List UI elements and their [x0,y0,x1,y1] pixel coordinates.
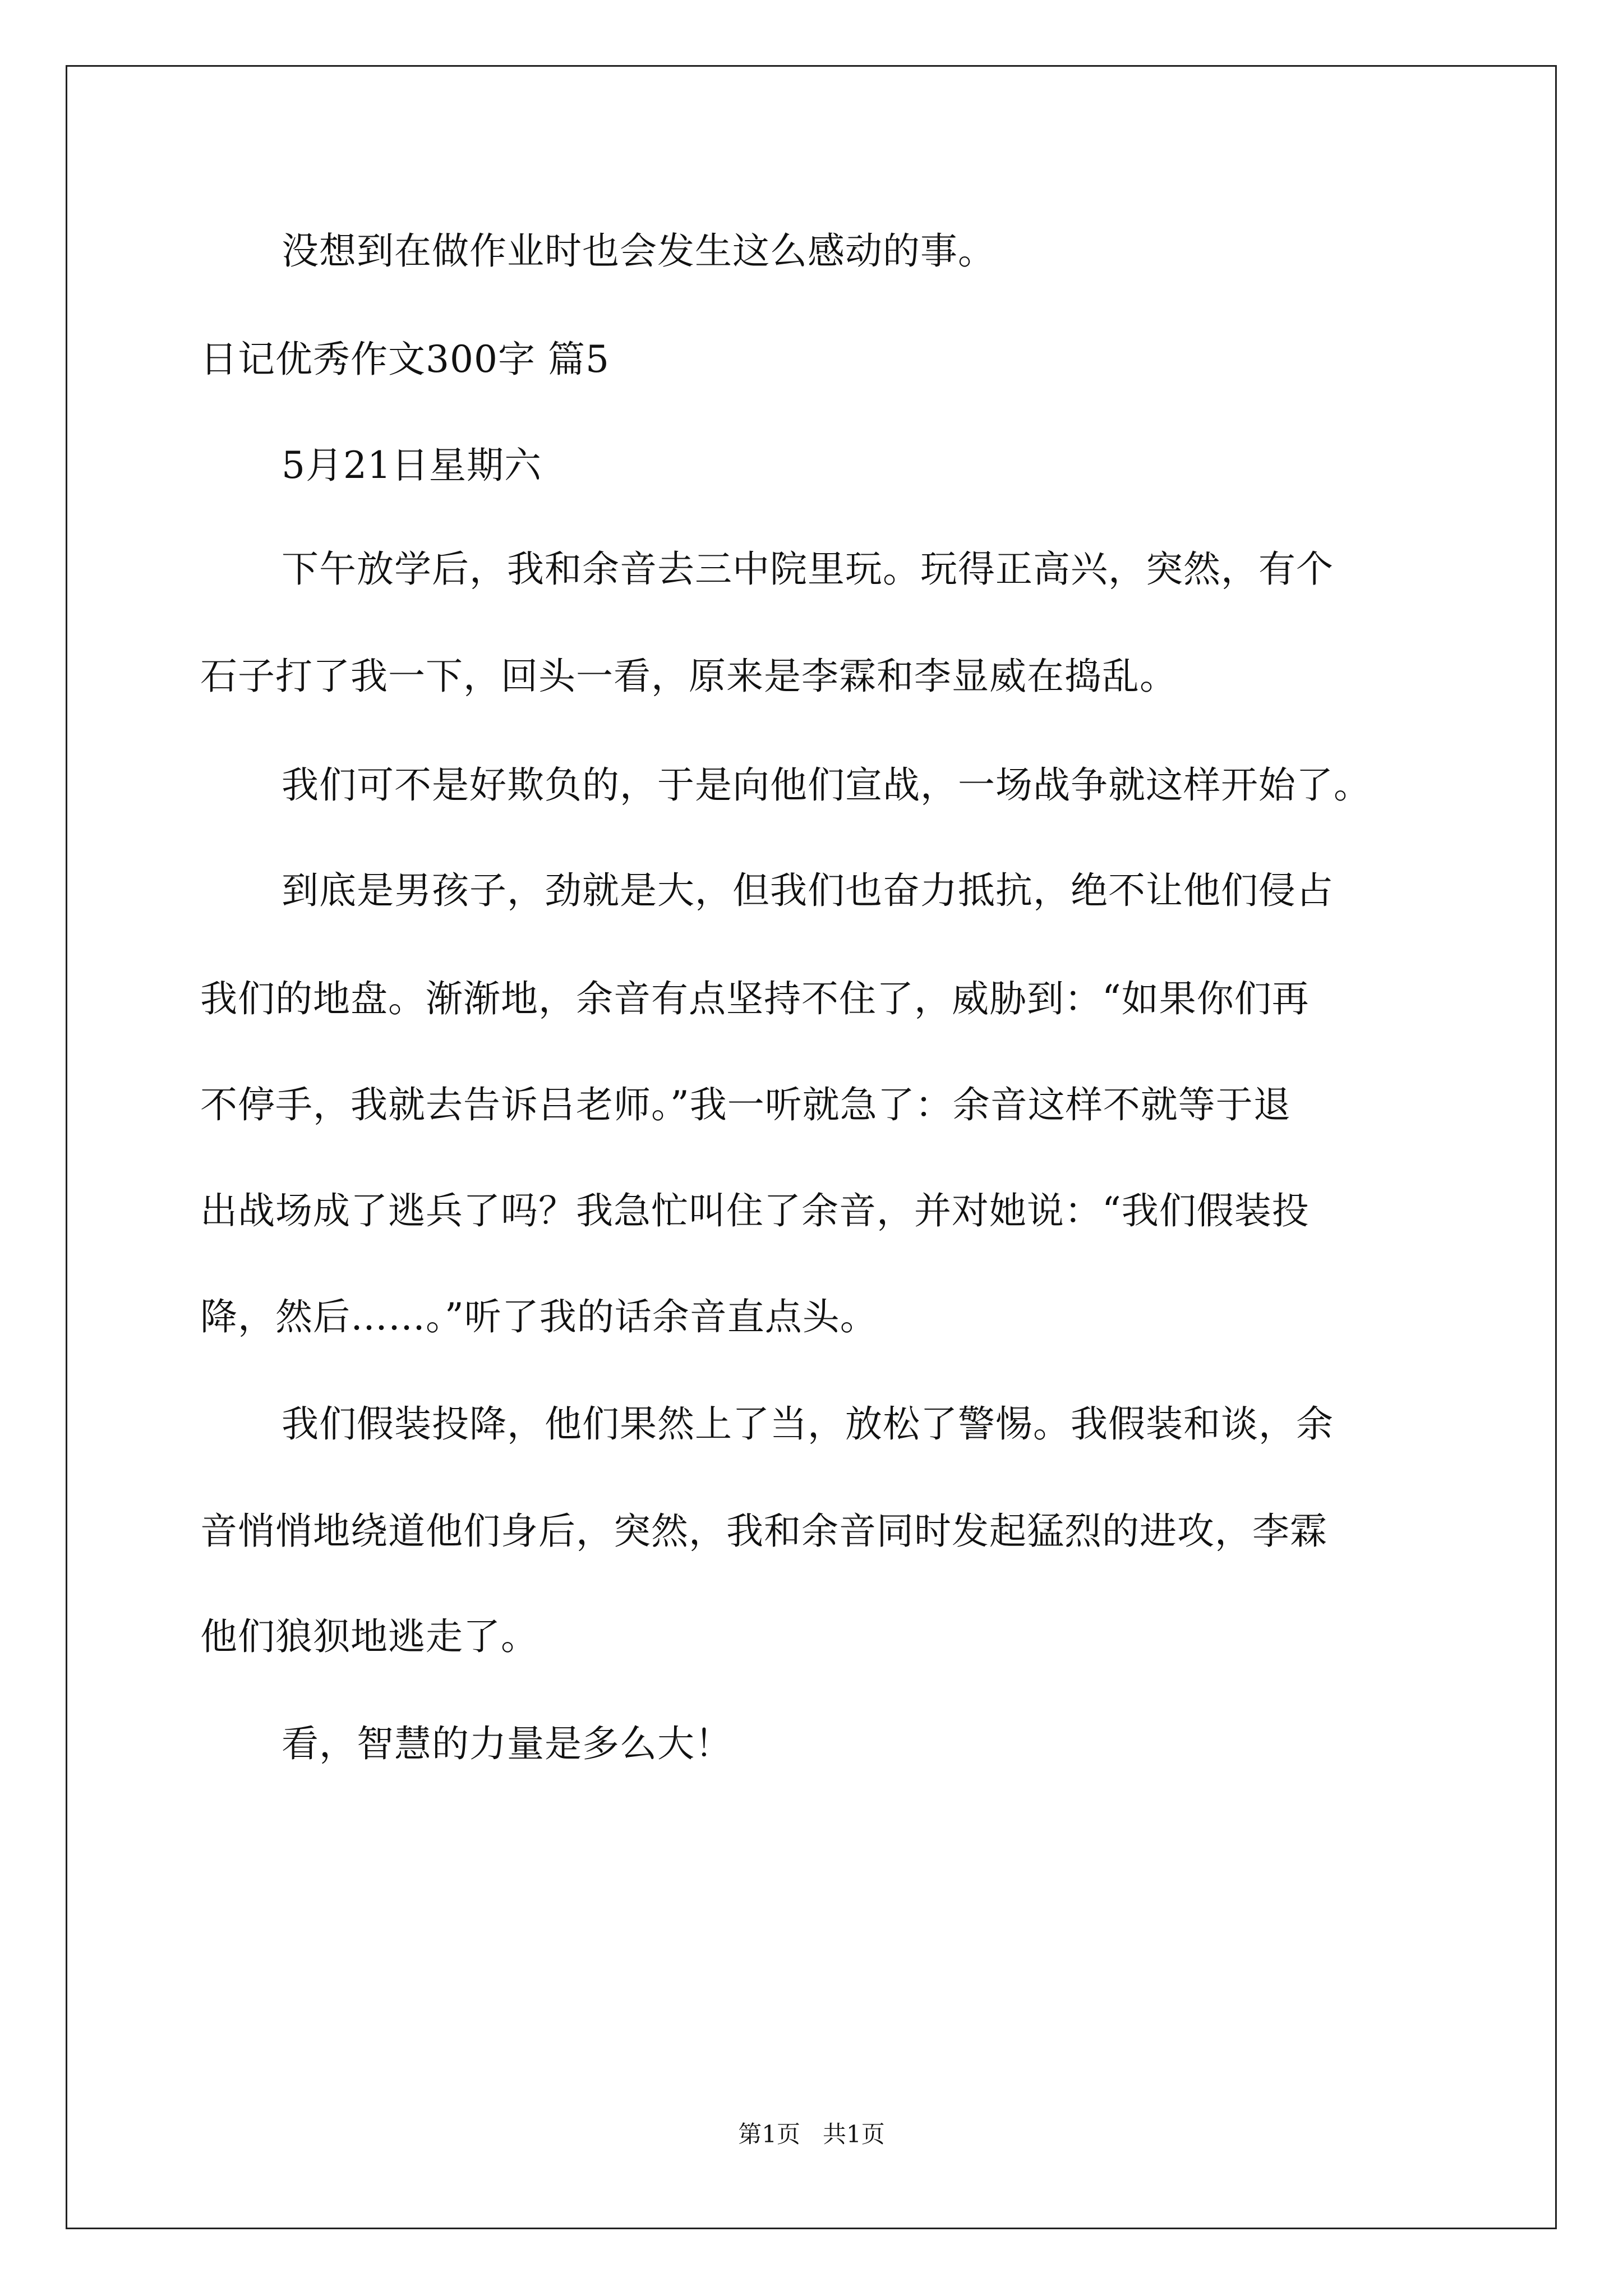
paragraph-line: 我们假装投降，他们果然上了当，放松了警惕。我假装和谈，余 [282,1402,1334,1446]
page-footer: 第1页 共1页 [738,2120,885,2148]
paragraph-line: 我们可不是好欺负的，于是向他们宣战，一场战争就这样开始了。 [282,763,1371,807]
paragraph-line: 石子打了我一下，回头一看，原来是李霖和李显威在捣乱。 [200,655,1177,698]
paragraph-line: 我们的地盘。渐渐地，余音有点坚持不住了，威胁到：“如果你们再 [200,977,1310,1020]
paragraph-line: 没想到在做作业时也会发生这么感动的事。 [282,229,995,273]
paragraph-line: 出战场成了逃兵了吗？我急忙叫住了余音，并对她说：“我们假装投 [200,1189,1310,1232]
paragraph-line: 下午放学后，我和余音去三中院里玩。玩得正高兴，突然，有个 [282,547,1334,591]
section-heading: 日记优秀作文300字 篇5 [200,338,610,381]
diary-date: 5月21日星期六 [282,444,542,487]
paragraph-line: 不停手，我就去告诉吕老师。”我一听就急了：余音这样不就等于退 [200,1083,1291,1126]
paragraph-line: 看，智慧的力量是多么大！ [282,1722,732,1765]
page-border [66,65,1557,2229]
paragraph-line: 降，然后……。”听了我的话余音直点头。 [200,1295,878,1338]
paragraph-line: 到底是男孩子，劲就是大，但我们也奋力抵抗，绝不让他们侵占 [282,869,1334,912]
paragraph-line: 他们狼狈地逃走了。 [200,1615,538,1658]
paragraph-line: 音悄悄地绕道他们身后，突然，我和余音同时发起猛烈的进攻，李霖 [200,1510,1327,1553]
